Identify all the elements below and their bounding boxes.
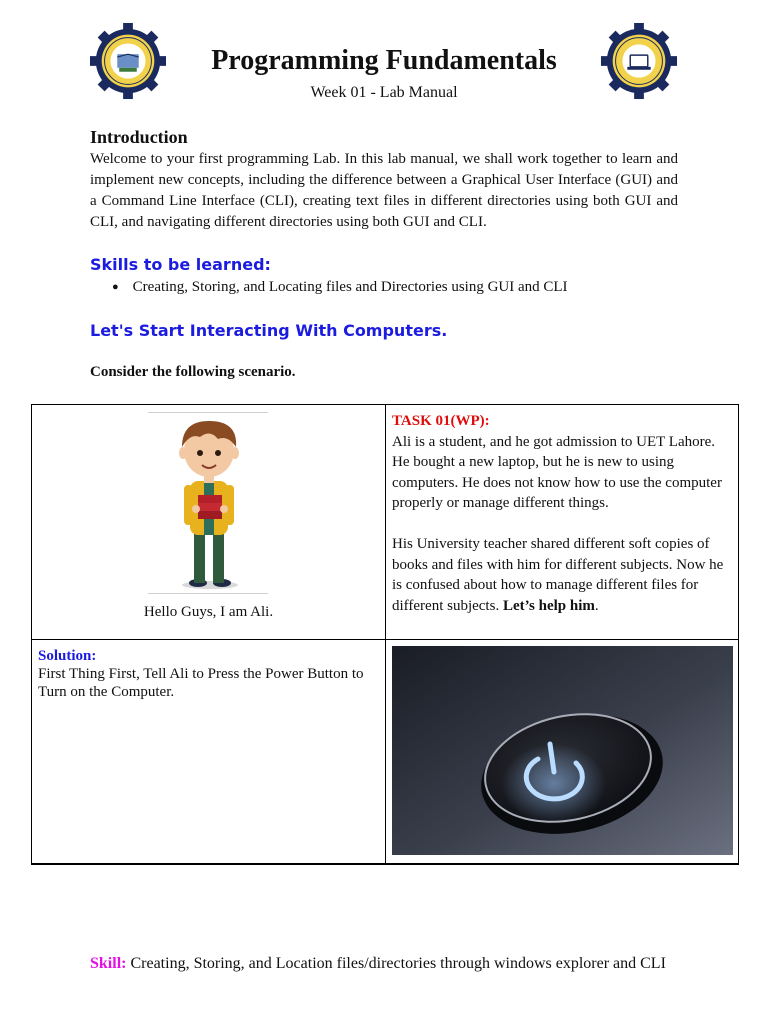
- task-paragraph-2: His University teacher shared different soft copies of books and files with him for different subjects. Now he is confused about how to manage different files for different subjects. Let’s help him.: [392, 535, 724, 614]
- start-heading: Let's Start Interacting With Computers.: [90, 321, 448, 340]
- ali-caption: Hello Guys, I am Ali.: [143, 604, 274, 620]
- table-row: [32, 639, 739, 864]
- power-button-photo: [392, 646, 733, 855]
- footer-skill-text: Creating, Storing, and Location files/directories through windows explorer and CLI: [126, 955, 666, 972]
- solution-label: Solution:: [38, 647, 97, 664]
- introduction-text: Welcome to your first programming Lab. In this lab manual, we shall work together to learn and implement new concepts, including the difference between a Graphical User Interface (GUI) and a Command Line Interface (CLI), creating text files in different directories using both GUI and CLI, and navigating different directories using both GUI and CLI.: [90, 151, 678, 230]
- task-label: TASK 01(WP):: [392, 413, 490, 429]
- page-subtitle: Week 01 - Lab Manual: [310, 84, 458, 101]
- page-title: Programming Fundamentals: [211, 45, 557, 76]
- table-row: [32, 405, 739, 640]
- skills-heading: Skills to be learned:: [90, 255, 271, 274]
- introduction-heading: Introduction: [90, 127, 188, 147]
- solution-text: First Thing First, Tell Ali to Press the Power Button to Turn on the Computer.: [38, 665, 364, 700]
- task-emphasis: Let’s help him: [502, 597, 595, 614]
- task-paragraph-1: Ali is a student, and he got admission to UET Lahore. He bought a new laptop, but he is new to using computers. He does not know how to use the computer properly or manage different things.: [392, 433, 722, 512]
- skills-list: [112, 277, 568, 298]
- task-cell: [386, 405, 739, 640]
- task-table: [31, 404, 739, 865]
- footer-skill: [90, 955, 666, 973]
- solution-cell: [32, 639, 386, 864]
- footer-skill-label: Skill:: [90, 955, 127, 972]
- student-ali-illustration: [148, 412, 268, 594]
- ali-cell: [32, 405, 386, 640]
- skill-item: ● Creating, Storing, and Locating files and Directories using GUI and CLI: [112, 277, 568, 298]
- power-image-cell: [386, 639, 739, 864]
- scenario-text: Consider the following scenario.: [90, 364, 296, 380]
